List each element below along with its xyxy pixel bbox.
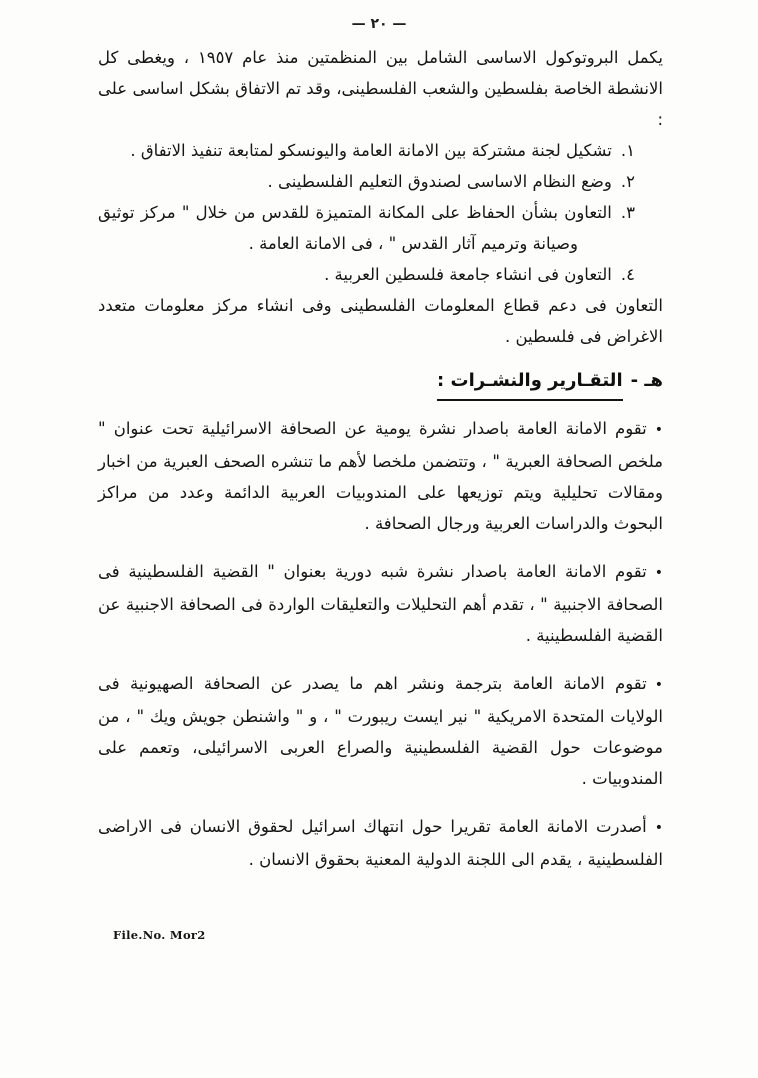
section-heading (98, 366, 663, 401)
list-marker: ٤. (620, 265, 635, 284)
bullet-item-2 (98, 556, 663, 651)
bullet-item-1 (98, 413, 663, 539)
list-item-text: التعاون فى انشاء جامعة فلسطين العربية . (324, 265, 612, 284)
list-item-1 (98, 135, 663, 166)
list-item-text: وضع النظام الاساسى لصندوق التعليم الفلسطينى . (267, 172, 612, 191)
list-marker: ٢. (620, 172, 635, 191)
list-item-3 (98, 197, 663, 259)
bullet-icon: • (654, 677, 663, 693)
heading-prefix: هـ - (630, 370, 663, 391)
bullet-text: تقوم الامانة العامة باصدار نشرة شبه دورية بعنوان " القضية الفلسطينية فى الصحافة الاجنبية " ، تقدم أهم التحليلات والتعليقات الواردة فى الصحافة الاجنبية عن القضية الفلسطينية . (98, 562, 663, 645)
bullet-icon: • (654, 422, 663, 438)
bullet-text: أصدرت الامانة العامة تقريرا حول انتهاك اسرائيل لحقوق الانسان فى الاراضى الفلسطينية ، يقدم الى اللجنة الدولية المعنية بحقوق الانسان . (98, 817, 663, 869)
intro-paragraph: يكمل البروتوكول الاساسى الشامل بين المنظمتين منذ عام ١٩٥٧ ، ويغطى كل الانشطة الخاصة بفلسطين والشعب الفلسطينى، وقد تم الاتفاق بشكل اساسى على : (98, 48, 663, 129)
list-item-4 (98, 259, 663, 290)
bullet-icon: • (654, 565, 663, 581)
bullet-list (98, 413, 663, 875)
list-item-text: التعاون بشأن الحفاظ على المكانة المتميزة للقدس من خلال " مركز توثيق وصيانة وترميم آثار القدس " ، فى الامانة العامة . (98, 203, 612, 253)
file-number-footer: File.No. Mor2 (113, 928, 206, 942)
list-item-text: تشكيل لجنة مشتركة بين الامانة العامة واليونسكو لمتابعة تنفيذ الاتفاق . (130, 141, 612, 160)
bullet-text: تقوم الامانة العامة بترجمة ونشر اهم ما يصدر عن الصحافة الصهيونية فى الولايات المتحدة الامريكية " نير ايست ريبورت " ، و " واشنطن جويش ويك " ، من موضوعات حول القضية الفلسطينية والصراع العربى الاسرائيلى، وتعمم على المندوبيات . (98, 674, 663, 788)
cooperation-paragraph: التعاون فى دعم قطاع المعلومات الفلسطينى وفى انشاء مركز معلومات متعدد الاغراض فى فلسطين . (98, 296, 663, 346)
list-item-2 (98, 166, 663, 197)
numbered-list (98, 135, 663, 290)
list-marker: ١. (620, 141, 635, 160)
bullet-icon: • (654, 820, 663, 836)
page-number: — ٢٠ — (351, 16, 407, 32)
heading-title: التقـارير والنشـرات : (437, 366, 623, 401)
bullet-item-3 (98, 668, 663, 794)
list-marker: ٣. (620, 203, 635, 222)
bullet-text: تقوم الامانة العامة باصدار نشرة يومية عن الصحافة الاسرائيلية تحت عنوان " ملخص الصحافة العبرية " ، وتتضمن ملخصا لأهم ما تنشره الصحف العبرية من اخبار ومقالات تحليلية ويتم توزيعها على المندوبيات العربية الدائمة وعدد من مراكز البحوث والدراسات العربية ورجال الصحافة . (98, 419, 663, 533)
document-body (98, 42, 663, 875)
bullet-item-4 (98, 811, 663, 875)
